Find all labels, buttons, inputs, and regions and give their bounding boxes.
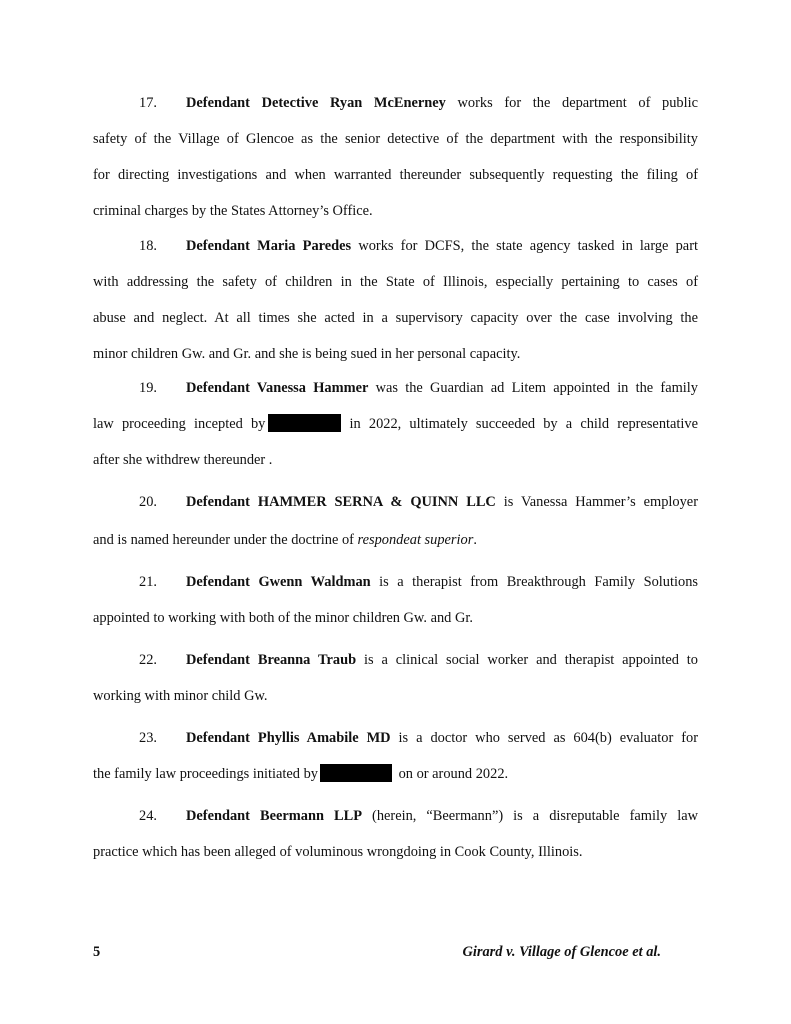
paragraph-text: the family law proceedings initiated by xyxy=(93,766,318,782)
paragraph-text: abuse and neglect. At all times she acted in a supervisory capacity over the case involving the xyxy=(93,310,698,326)
paragraph-text: was the Guardian ad Litem appointed in the family xyxy=(368,380,698,396)
paragraph-text: and is named hereunder under the doctrine of xyxy=(93,532,358,548)
paragraph-text: . xyxy=(473,532,477,548)
paragraph-text: in 2022, ultimately succeeded by a child representative xyxy=(341,416,698,432)
paragraph-text: minor children Gw. and Gr. and she is being sued in her personal capacity. xyxy=(93,346,521,362)
paragraph-text: criminal charges by the States Attorney’s Office. xyxy=(93,203,373,219)
paragraph-text: is Vanessa Hammer’s employer xyxy=(495,494,698,510)
defendant-name: Defendant Phyllis Amabile MD xyxy=(186,730,391,746)
paragraph-text: law proceeding incepted by xyxy=(93,416,266,432)
paragraph-number: 22. xyxy=(139,652,157,668)
paragraph-text: is a therapist from Breakthrough Family Solutions xyxy=(370,574,698,590)
paragraph-number: 21. xyxy=(139,574,157,590)
paragraph-text: works for the department of public xyxy=(445,95,699,111)
defendant-name: Defendant Vanessa Hammer xyxy=(186,380,369,396)
defendant-name: Defendant HAMMER SERNA & QUINN LLC xyxy=(186,494,496,510)
paragraph-24 xyxy=(93,798,698,870)
paragraph-number: 19. xyxy=(139,380,157,396)
paragraph-text: appointed to working with both of the minor children Gw. and Gr. xyxy=(93,610,473,626)
paragraph-text: works for DCFS, the state agency tasked in large part xyxy=(351,238,698,254)
paragraph-number: 17. xyxy=(139,95,157,111)
paragraph-text: safety of the Village of Glencoe as the senior detective of the department with the responsibility xyxy=(93,131,698,147)
paragraph-19 xyxy=(93,370,698,478)
paragraph-text: is a doctor who served as 604(b) evaluator for xyxy=(390,730,698,746)
paragraph-text: working with minor child Gw. xyxy=(93,688,268,704)
defendant-name: Defendant Breanna Traub xyxy=(186,652,357,668)
defendant-name: Defendant Gwenn Waldman xyxy=(186,574,371,590)
page-number: 5 xyxy=(93,944,101,960)
paragraph-18 xyxy=(93,228,698,372)
paragraph-17 xyxy=(93,85,698,229)
paragraph-23 xyxy=(93,720,698,792)
defendant-name: Defendant Maria Paredes xyxy=(186,238,352,254)
defendant-name: Defendant Beermann LLP xyxy=(186,808,362,824)
paragraph-text: is a clinical social worker and therapist appointed to xyxy=(356,652,698,668)
paragraph-21 xyxy=(93,564,698,636)
paragraph-number: 23. xyxy=(139,730,157,746)
paragraph-22 xyxy=(93,642,698,714)
paragraph-text: (herein, “Beermann”) is a disreputable family law xyxy=(361,808,698,824)
defendant-name: Defendant Detective Ryan McEnerney xyxy=(186,95,446,111)
paragraph-20 xyxy=(93,484,698,558)
paragraph-text: on or around 2022. xyxy=(395,766,509,782)
doctrine-term: respondeat superior xyxy=(357,532,474,548)
paragraph-number: 18. xyxy=(139,238,157,254)
case-caption: Girard v. Village of Glencoe et al. xyxy=(462,944,661,960)
paragraph-number: 24. xyxy=(139,808,157,824)
paragraph-text: practice which has been alleged of voluminous wrongdoing in Cook County, Illinois. xyxy=(93,844,583,860)
paragraph-text: with addressing the safety of children in the State of Illinois, especially pertaining to cases of xyxy=(93,274,698,290)
paragraph-text: after she withdrew thereunder . xyxy=(93,452,273,468)
redaction-bar xyxy=(320,764,392,782)
redaction-bar xyxy=(268,414,341,432)
paragraph-number: 20. xyxy=(139,494,157,510)
paragraph-text: for directing investigations and when warranted thereunder subsequently requesting the filing of xyxy=(93,167,698,183)
